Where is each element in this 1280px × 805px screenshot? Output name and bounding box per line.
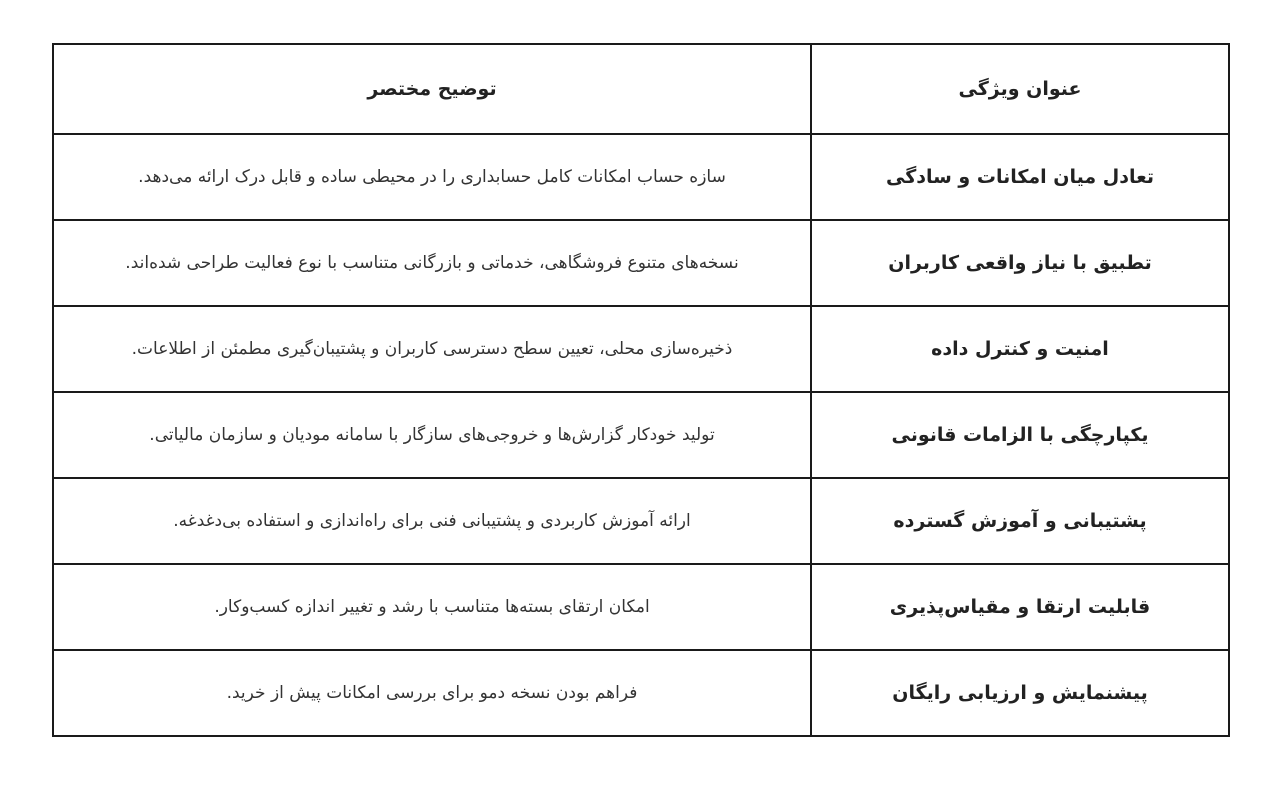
feature-cell: پشتیبانی و آموزش گسترده — [811, 478, 1229, 564]
description-cell: تولید خودکار گزارش‌ها و خروجی‌های سازگار با سامانه مودیان و سازمان مالیاتی. — [53, 392, 811, 478]
table-row — [53, 564, 1229, 650]
table-row — [53, 134, 1229, 220]
feature-cell: امنیت و کنترل داده — [811, 306, 1229, 392]
description-cell: نسخه‌های متنوع فروشگاهی، خدماتی و بازرگانی متناسب با نوع فعالیت طراحی شده‌اند. — [53, 220, 811, 306]
feature-table-container — [52, 43, 1228, 737]
table-row — [53, 306, 1229, 392]
table-header-row — [53, 44, 1229, 134]
feature-cell: تطبیق با نیاز واقعی کاربران — [811, 220, 1229, 306]
description-cell: فراهم بودن نسخه دمو برای بررسی امکانات پیش از خرید. — [53, 650, 811, 736]
feature-table — [52, 43, 1230, 737]
header-feature: عنوان ویژگی — [811, 44, 1229, 134]
description-cell: ارائه آموزش کاربردی و پشتیبانی فنی برای راه‌اندازی و استفاده بی‌دغدغه. — [53, 478, 811, 564]
table-row — [53, 478, 1229, 564]
description-cell: سازه حساب امکانات کامل حسابداری را در محیطی ساده و قابل درک ارائه می‌دهد. — [53, 134, 811, 220]
table-row — [53, 650, 1229, 736]
feature-cell: قابلیت ارتقا و مقیاس‌پذیری — [811, 564, 1229, 650]
header-description: توضیح مختصر — [53, 44, 811, 134]
table-row — [53, 220, 1229, 306]
feature-cell: یکپارچگی با الزامات قانونی — [811, 392, 1229, 478]
feature-cell: تعادل میان امکانات و سادگی — [811, 134, 1229, 220]
description-cell: امکان ارتقای بسته‌ها متناسب با رشد و تغییر اندازه کسب‌وکار. — [53, 564, 811, 650]
table-row — [53, 392, 1229, 478]
description-cell: ذخیره‌سازی محلی، تعیین سطح دسترسی کاربران و پشتیبان‌گیری مطمئن از اطلاعات. — [53, 306, 811, 392]
feature-cell: پیشنمایش و ارزیابی رایگان — [811, 650, 1229, 736]
